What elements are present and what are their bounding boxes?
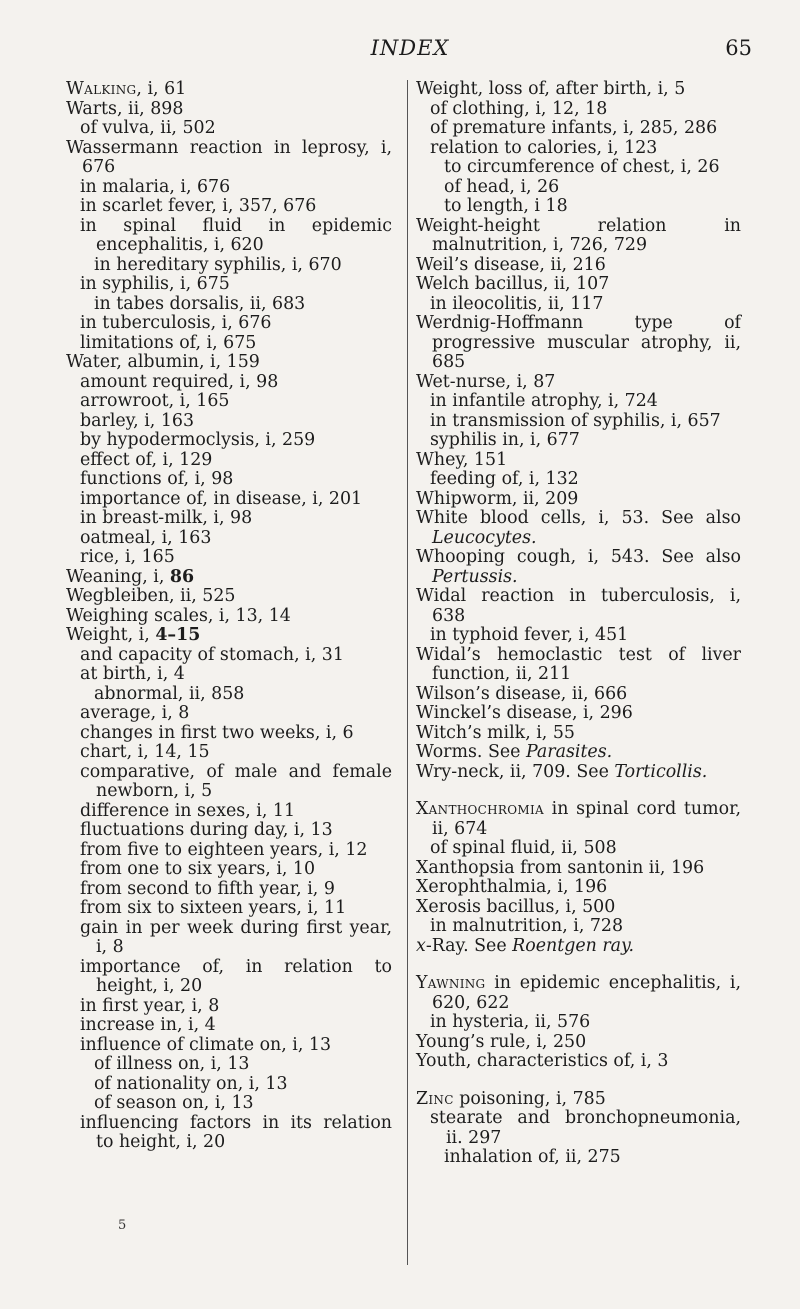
index-entry — [416, 974, 741, 1013]
entry-text: Xerophthalmia, i, 196 — [416, 877, 608, 897]
index-entry — [416, 256, 741, 276]
index-entry — [416, 275, 741, 295]
entry-text: in breast-milk, i, 98 — [80, 508, 253, 528]
index-subentry — [66, 802, 392, 822]
index-subentry — [416, 100, 741, 120]
entry-text: importance of, in disease, i, 201 — [80, 488, 363, 509]
index-subentry — [66, 958, 392, 997]
entry-cross-reference: Torticollis. — [614, 761, 708, 782]
index-subentry — [416, 626, 741, 646]
index-entry — [416, 314, 741, 373]
entry-text: in tuberculosis, i, 676 — [80, 313, 272, 333]
entry-text: in first year, i, 8 — [80, 995, 220, 1016]
entry-text: Whey, 151 — [416, 449, 508, 470]
entry-text: importance of, in relation to height, i, 20 — [80, 956, 392, 996]
entry-text: in infantile atrophy, i, 724 — [430, 391, 658, 411]
entry-text: of premature infants, i, 285, 286 — [430, 118, 718, 138]
entry-text: relation to calories, i, 123 — [430, 137, 658, 158]
entry-text: -Ray. See — [425, 935, 513, 956]
index-subentry — [66, 880, 392, 900]
index-entry — [66, 626, 392, 646]
index-entry — [416, 587, 741, 626]
index-entry — [416, 451, 741, 471]
index-subentry — [66, 860, 392, 880]
entry-text: Weight, i, — [66, 625, 156, 645]
entry-text: Warts, ii, 898 — [66, 98, 184, 119]
index-subentry — [416, 917, 741, 937]
index-subentry — [416, 119, 741, 139]
entry-text: Wet-nurse, i, 87 — [416, 371, 556, 392]
index-subentry — [66, 997, 392, 1017]
entry-text: Xanthopsia from santonin ii, 196 — [416, 857, 705, 878]
index-subentry — [416, 412, 741, 432]
entry-text: inhalation of, ii, 275 — [444, 1147, 621, 1167]
index-entry — [416, 646, 741, 685]
index-subentry — [66, 1075, 392, 1095]
index-subentry — [66, 665, 392, 685]
index-subentry — [66, 1094, 392, 1114]
page-title: INDEX — [370, 36, 450, 60]
entry-text: functions of, i, 98 — [80, 469, 234, 489]
index-entry — [416, 490, 741, 510]
index-entry — [66, 568, 392, 588]
index-entry — [416, 859, 741, 879]
index-entry — [416, 743, 741, 763]
index-subentry — [66, 1036, 392, 1056]
entry-text: Weighing scales, i, 13, 14 — [66, 605, 291, 626]
index-entry — [416, 800, 741, 839]
entry-text: in transmission of syphilis, i, 657 — [430, 410, 721, 431]
entry-text: Welch bacillus, ii, 107 — [416, 274, 610, 294]
entry-heading-word: Xanthochromia — [416, 799, 544, 819]
index-subentry — [66, 373, 392, 393]
index-subentry — [66, 529, 392, 549]
entry-text: influence of climate on, i, 13 — [80, 1034, 332, 1055]
entry-text: abnormal, ii, 858 — [94, 683, 245, 704]
entry-text: to circumference of chest, i, 26 — [444, 157, 720, 177]
entry-text: Wry-neck, ii, 709. See — [416, 761, 615, 782]
entry-text: fluctuations during day, i, 13 — [80, 820, 333, 840]
entry-text: Wilson’s disease, ii, 666 — [416, 683, 628, 704]
index-subentry — [66, 763, 392, 802]
index-entry — [66, 139, 392, 178]
index-entry — [416, 1033, 741, 1053]
entry-text: in hereditary syphilis, i, 670 — [94, 254, 342, 275]
entry-text: changes in first two weeks, i, 6 — [80, 722, 354, 743]
entry-text: by hypodermoclysis, i, 259 — [80, 430, 316, 450]
entry-text: , i, 61 — [136, 79, 187, 99]
index-subentry — [66, 295, 392, 315]
entry-text: Widal’s hemoclastic test of liver function, ii, 211 — [416, 644, 741, 684]
entry-text: increase in, i, 4 — [80, 1015, 216, 1035]
entry-text: from six to sixteen years, i, 11 — [80, 898, 347, 918]
index-subentry — [66, 1055, 392, 1075]
index-subentry — [416, 839, 741, 859]
index-subentry — [66, 451, 392, 471]
entry-text: of head, i, 26 — [444, 176, 560, 197]
index-entry — [66, 80, 392, 100]
entry-italic-head: x — [416, 935, 426, 956]
index-subentry — [66, 1016, 392, 1036]
index-entry — [416, 509, 741, 548]
index-subentry — [66, 841, 392, 861]
entry-text: comparative, of male and female newborn, i, 5 — [80, 761, 392, 801]
index-subentry — [66, 412, 392, 432]
letter-group-gap — [416, 956, 741, 974]
entry-text: from one to six years, i, 10 — [80, 859, 316, 879]
entry-text: of spinal fluid, ii, 508 — [430, 838, 617, 858]
index-entry — [416, 1052, 741, 1072]
index-subentry — [416, 197, 741, 217]
index-entry — [416, 685, 741, 705]
index-subentry — [66, 509, 392, 529]
index-entry — [66, 587, 392, 607]
index-subentry — [66, 743, 392, 763]
index-subentry — [416, 1148, 741, 1168]
running-head — [60, 30, 760, 60]
entry-text: Young’s rule, i, 250 — [416, 1031, 587, 1052]
entry-text: feeding of, i, 132 — [430, 469, 579, 489]
entry-text: oatmeal, i, 163 — [80, 527, 212, 548]
entry-text: gain in per week during first year, i, 8 — [80, 917, 392, 957]
entry-heading-word: Walking — [66, 79, 137, 99]
index-subentry — [66, 334, 392, 354]
letter-group-gap — [416, 782, 741, 800]
index-entry — [416, 724, 741, 744]
entry-text: rice, i, 165 — [80, 547, 175, 567]
entry-cross-reference: Leucocytes. — [432, 527, 537, 548]
entry-text: Winckel’s disease, i, 296 — [416, 703, 633, 723]
entry-text: in spinal cord tumor, ii, 674 — [432, 799, 741, 839]
index-subentry — [66, 275, 392, 295]
entry-text: in hysteria, ii, 576 — [430, 1012, 591, 1032]
index-subentry — [66, 704, 392, 724]
index-subentry — [416, 178, 741, 198]
index-subentry — [66, 919, 392, 958]
entry-text: in spinal fluid in epidemic encephalitis, i, 620 — [80, 215, 392, 255]
index-subentry — [66, 724, 392, 744]
entry-text: in epidemic encephalitis, i, 620, 622 — [432, 973, 741, 1013]
entry-text: Wegbleiben, ii, 525 — [66, 586, 236, 606]
entry-cross-reference: Roentgen ray. — [512, 935, 635, 956]
entry-text: of illness on, i, 13 — [94, 1054, 250, 1074]
entry-text: of season on, i, 13 — [94, 1093, 254, 1113]
index-subentry — [66, 119, 392, 139]
entry-text: of clothing, i, 12, 18 — [430, 98, 608, 119]
index-subentry — [416, 1109, 741, 1148]
entry-text: effect of, i, 129 — [80, 449, 213, 470]
entry-text: from second to fifth year, i, 9 — [80, 878, 335, 899]
index-subentry — [66, 470, 392, 490]
entry-text: in scarlet fever, i, 357, 676 — [80, 196, 317, 216]
entry-heading-word: Yawning — [416, 973, 486, 993]
entry-text: of nationality on, i, 13 — [94, 1073, 288, 1094]
index-column-right — [407, 80, 756, 1265]
index-subentry — [66, 392, 392, 412]
entry-text: and capacity of stomach, i, 31 — [80, 644, 344, 665]
index-subentry — [66, 256, 392, 276]
index-entry — [416, 373, 741, 393]
index-subentry — [416, 392, 741, 412]
index-subentry — [66, 685, 392, 705]
index-subentry — [416, 470, 741, 490]
entry-text: Wassermann reaction in leprosy, i, 676 — [66, 137, 392, 177]
entry-text: arrowroot, i, 165 — [80, 391, 230, 411]
index-subentry — [416, 295, 741, 315]
index-column-left — [66, 80, 392, 1153]
entry-text: in tabes dorsalis, ii, 683 — [94, 293, 306, 314]
entry-text: in ileocolitis, ii, 117 — [430, 293, 604, 314]
entry-text: difference in sexes, i, 11 — [80, 800, 296, 821]
entry-cross-reference: Parasites. — [525, 742, 613, 762]
index-subentry — [66, 217, 392, 256]
entry-bold-pages: 86 — [169, 566, 195, 587]
index-entry — [66, 607, 392, 627]
index-subentry — [416, 139, 741, 159]
index-entry — [416, 80, 741, 100]
entry-text: Whooping cough, i, 543. See also — [416, 547, 741, 567]
index-entry — [416, 898, 741, 918]
entry-text: Widal reaction in tuberculosis, i, 638 — [416, 586, 741, 626]
entry-text: chart, i, 14, 15 — [80, 742, 210, 762]
index-entry — [66, 100, 392, 120]
entry-text: in malaria, i, 676 — [80, 176, 231, 197]
entry-text: Worms. See — [416, 742, 526, 762]
index-entry — [416, 704, 741, 724]
index-subentry — [416, 1013, 741, 1033]
index-subentry — [66, 178, 392, 198]
index-subentry — [66, 431, 392, 451]
index-entry — [416, 937, 741, 957]
entry-cross-reference: Pertussis. — [432, 566, 518, 587]
entry-text: to length, i 18 — [444, 196, 568, 216]
entry-text: Water, albumin, i, 159 — [66, 352, 260, 372]
entry-text: Witch’s milk, i, 55 — [416, 722, 575, 743]
entry-text: poisoning, i, 785 — [453, 1088, 606, 1109]
entry-text: Werdnig-Hoffmann type of progressive muscular atrophy, ii, 685 — [416, 313, 741, 372]
entry-text: Whipworm, ii, 209 — [416, 488, 579, 509]
index-entry — [416, 548, 741, 587]
entry-text: White blood cells, i, 53. See also — [416, 508, 741, 528]
entry-text: Weight-height relation in malnutrition, i, 726, 729 — [416, 215, 741, 255]
index-subentry — [66, 821, 392, 841]
entry-text: in typhoid fever, i, 451 — [430, 625, 629, 645]
entry-text: Youth, characteristics of, i, 3 — [416, 1051, 669, 1071]
entry-text: Weil’s disease, ii, 216 — [416, 254, 606, 275]
index-subentry — [66, 899, 392, 919]
index-subentry — [66, 197, 392, 217]
entry-text: Xerosis bacillus, i, 500 — [416, 896, 616, 917]
entry-text: Weaning, i, — [66, 566, 170, 587]
entry-text: of vulva, ii, 502 — [80, 118, 216, 138]
index-entry — [416, 763, 741, 783]
index-entry — [416, 1090, 741, 1110]
signature-mark: 5 — [118, 1218, 127, 1233]
entry-text: syphilis in, i, 677 — [430, 430, 580, 450]
index-subentry — [66, 548, 392, 568]
page-number: 65 — [725, 36, 752, 60]
entry-text: influencing factors in its relation to height, i, 20 — [80, 1112, 392, 1152]
index-subentry — [66, 490, 392, 510]
entry-text: in malnutrition, i, 728 — [430, 916, 624, 936]
index-subentry — [416, 431, 741, 451]
index-entry — [416, 217, 741, 256]
entry-bold-pages: 4–15 — [155, 625, 201, 645]
entry-text: at birth, i, 4 — [80, 664, 185, 684]
entry-text: stearate and bronchopneumonia, ii. 297 — [430, 1108, 741, 1148]
entry-text: limitations of, i, 675 — [80, 332, 257, 353]
entry-text: average, i, 8 — [80, 703, 190, 723]
entry-heading-word: Zinc — [416, 1088, 454, 1109]
index-subentry — [66, 1114, 392, 1153]
index-subentry — [66, 646, 392, 666]
entry-text: barley, i, 163 — [80, 410, 195, 431]
index-entry — [416, 878, 741, 898]
entry-text: from five to eighteen years, i, 12 — [80, 839, 368, 860]
entry-text: amount required, i, 98 — [80, 371, 279, 392]
entry-text: Weight, loss of, after birth, i, 5 — [416, 79, 686, 99]
entry-text: in syphilis, i, 675 — [80, 274, 230, 294]
index-entry — [66, 353, 392, 373]
letter-group-gap — [416, 1072, 741, 1090]
index-subentry — [66, 314, 392, 334]
index-subentry — [416, 158, 741, 178]
